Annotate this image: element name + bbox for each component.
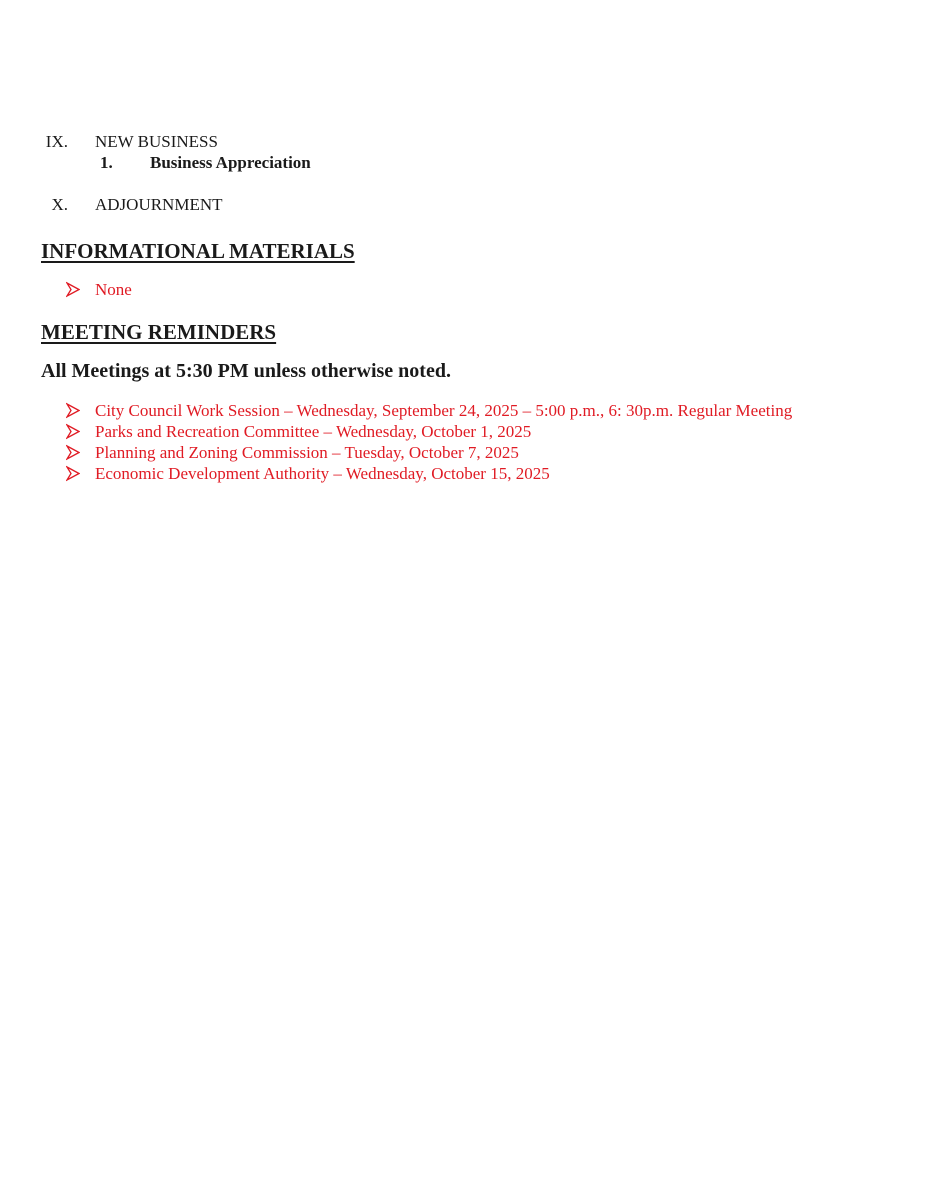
arrowhead-bullet-icon [66, 442, 80, 463]
informational-materials-list [66, 279, 826, 300]
list-item [66, 421, 801, 442]
list-item-text: Planning and Zoning Commission – Tuesday, October 7, 2025 [95, 443, 519, 462]
list-item-text: None [95, 280, 132, 299]
list-item-text: Parks and Recreation Committee – Wednesday, October 1, 2025 [95, 422, 532, 441]
new-business-item-title: Business Appreciation [150, 153, 311, 172]
section-numeral-ix: IX. [45, 132, 68, 151]
list-item [66, 279, 826, 300]
meeting-reminders-heading: MEETING REMINDERS [41, 320, 277, 344]
new-business-title: NEW BUSINESS [95, 132, 218, 151]
meeting-reminders-list [66, 400, 801, 484]
new-business-item-number: 1. [100, 153, 113, 172]
list-item [66, 400, 801, 421]
informational-materials-heading: INFORMATIONAL MATERIALS [41, 239, 355, 263]
section-numeral-x: X. [51, 195, 68, 214]
arrowhead-bullet-icon [66, 421, 80, 442]
list-item [66, 463, 801, 484]
arrowhead-bullet-icon [66, 400, 80, 421]
arrowhead-bullet-icon [66, 463, 80, 484]
list-item-text: Economic Development Authority – Wednesday, October 15, 2025 [95, 464, 550, 483]
adjournment-title: ADJOURNMENT [95, 195, 223, 214]
arrowhead-bullet-icon [66, 279, 80, 300]
list-item [66, 442, 801, 463]
meeting-time-note: All Meetings at 5:30 PM unless otherwise noted. [41, 360, 451, 382]
list-item-text: City Council Work Session – Wednesday, September 24, 2025 – 5:00 p.m., 6: 30p.m. Regular Meeting [95, 401, 793, 420]
